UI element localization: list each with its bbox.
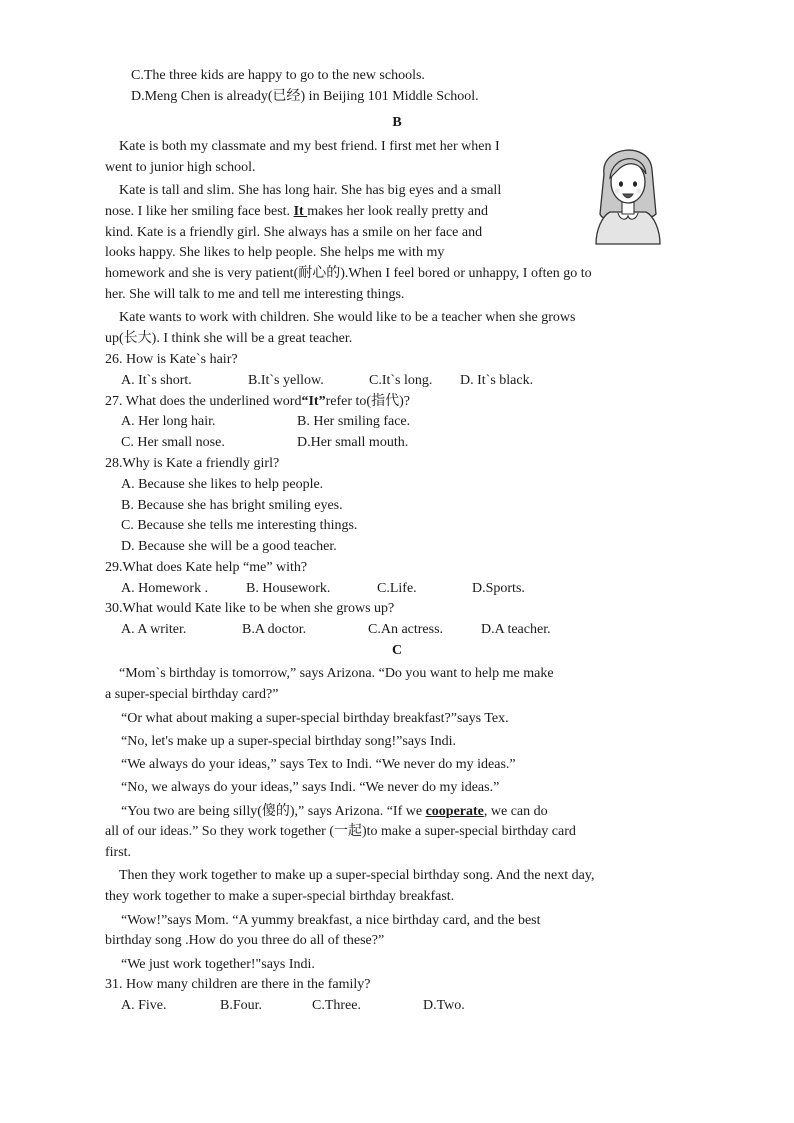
passage-b-line: Kate wants to work with children. She would like to be a teacher when she grows bbox=[119, 310, 576, 325]
girl-illustration-icon bbox=[590, 134, 666, 246]
text-segment: “You two are being silly(傻的),” says Arizona. “If we bbox=[121, 804, 426, 819]
passage-b-line-underlined bbox=[105, 203, 488, 221]
option-a: A. Five. bbox=[121, 998, 167, 1013]
question-30-stem: 30.What would Kate like to be when she grows up? bbox=[105, 601, 395, 616]
passage-b-line: homework and she is very patient(耐心的).When I feel bored or unhappy, I often go to bbox=[105, 266, 592, 281]
question-26-stem: 26. How is Kate`s hair? bbox=[105, 352, 238, 367]
option-d: D.Sports. bbox=[472, 581, 525, 596]
text-segment: refer to(指代)? bbox=[325, 394, 410, 409]
passage-c-line-underlined bbox=[121, 803, 548, 821]
passage-c-line: a super-special birthday card?” bbox=[105, 687, 279, 702]
option-c: C.Life. bbox=[377, 581, 417, 596]
option-d: D.Meng Chen is already(已经) in Beijing 101 Middle School. bbox=[131, 89, 479, 104]
option-b: B.Four. bbox=[220, 998, 263, 1013]
option-c: C.An actress. bbox=[368, 622, 444, 637]
question-27-stem bbox=[105, 393, 410, 411]
option-d: D. Because she will be a good teacher. bbox=[121, 539, 337, 554]
passage-c-line: all of our ideas.” So they work together (一起)to make a super-special birthday card bbox=[105, 824, 576, 839]
passage-c-line: “No, we always do your ideas,” says Indi. “We never do my ideas.” bbox=[121, 780, 500, 795]
option-d: D.Two. bbox=[423, 998, 465, 1013]
section-b-heading: B bbox=[392, 115, 402, 130]
text-segment: , we can do bbox=[483, 804, 548, 819]
option-b: B. Because she has bright smiling eyes. bbox=[121, 498, 343, 513]
option-a: A. A writer. bbox=[121, 622, 187, 637]
option-b: B. Her smiling face. bbox=[297, 414, 411, 429]
passage-c-line: “Wow!”says Mom. “A yummy breakfast, a nice birthday card, and the best bbox=[121, 913, 541, 928]
underlined-word-it: It bbox=[293, 204, 308, 219]
question-28-stem: 28.Why is Kate a friendly girl? bbox=[105, 456, 280, 471]
passage-b-line: kind. Kate is a friendly girl. She always has a smile on her face and bbox=[105, 225, 483, 240]
option-a: A. Homework . bbox=[121, 581, 209, 596]
passage-c-line: birthday song .How do you three do all of these?” bbox=[105, 933, 385, 948]
option-a: A. Because she likes to help people. bbox=[121, 477, 324, 492]
option-d: D.Her small mouth. bbox=[297, 435, 409, 450]
option-c: C. Because she tells me interesting things. bbox=[121, 518, 358, 533]
passage-b-line: up(长大). I think she will be a great teacher. bbox=[105, 331, 353, 346]
underlined-word-cooperate: cooperate bbox=[425, 804, 484, 819]
question-31-stem: 31. How many children are there in the family? bbox=[105, 977, 371, 992]
passage-c-line: “No, let's make up a super-special birthday song!”says Indi. bbox=[121, 734, 457, 749]
option-c: C. Her small nose. bbox=[121, 435, 225, 450]
option-d: D.A teacher. bbox=[481, 622, 551, 637]
passage-c-line: “We always do your ideas,” says Tex to Indi. “We never do my ideas.” bbox=[121, 757, 516, 772]
section-c-heading: C bbox=[391, 643, 403, 658]
option-a: A. It`s short. bbox=[121, 373, 192, 388]
passage-b-line: Kate is tall and slim. She has long hair. She has big eyes and a small bbox=[119, 183, 502, 198]
passage-b-line: went to junior high school. bbox=[105, 160, 256, 175]
quoted-word-it: “It” bbox=[301, 394, 326, 409]
option-c: C.Three. bbox=[312, 998, 361, 1013]
text-segment: makes her look really pretty and bbox=[307, 204, 488, 219]
passage-c-line: Then they work together to make up a super-special birthday song. And the next day, bbox=[119, 868, 595, 883]
text-segment: nose. I like her smiling face best. bbox=[105, 204, 294, 219]
passage-c-line: they work together to make a super-special birthday breakfast. bbox=[105, 889, 455, 904]
passage-b-line: looks happy. She likes to help people. She helps me with my bbox=[105, 245, 445, 260]
passage-c-line: “Or what about making a super-special birthday breakfast?”says Tex. bbox=[121, 711, 509, 726]
option-c: C.The three kids are happy to go to the new schools. bbox=[131, 68, 425, 83]
option-d: D. It`s black. bbox=[460, 373, 534, 388]
text-segment: 27. What does the underlined word bbox=[105, 394, 302, 409]
option-b: B. Housework. bbox=[246, 581, 331, 596]
option-b: B.A doctor. bbox=[242, 622, 307, 637]
passage-c-line: first. bbox=[105, 845, 132, 860]
question-29-stem: 29.What does Kate help “me” with? bbox=[105, 560, 308, 575]
option-b: B.It`s yellow. bbox=[248, 373, 324, 388]
option-a: A. Her long hair. bbox=[121, 414, 216, 429]
passage-c-line: “Mom`s birthday is tomorrow,” says Arizona. “Do you want to help me make bbox=[119, 666, 554, 681]
passage-c-line: “We just work together!"says Indi. bbox=[121, 957, 315, 972]
passage-b-line: her. She will talk to me and tell me interesting things. bbox=[105, 287, 405, 302]
option-c: C.It`s long. bbox=[369, 373, 433, 388]
passage-b-line: Kate is both my classmate and my best friend. I first met her when I bbox=[119, 139, 500, 154]
